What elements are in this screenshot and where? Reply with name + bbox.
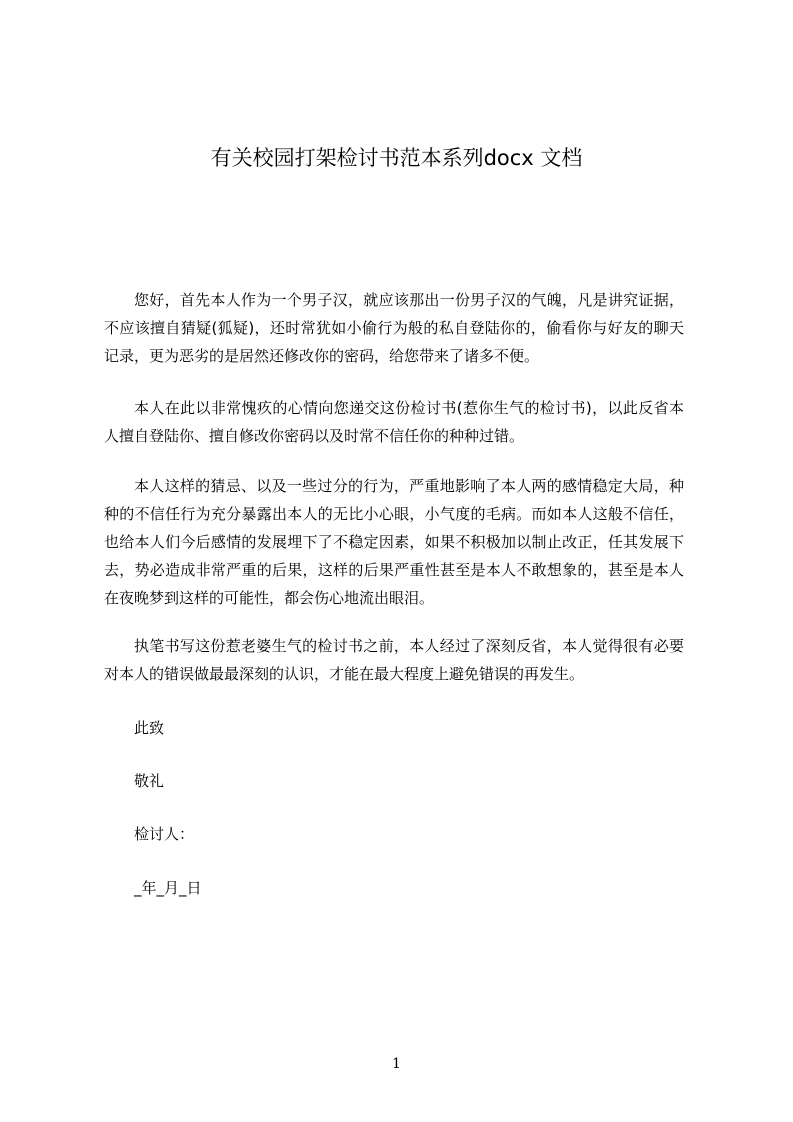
date-line: _年_月_日 (134, 879, 202, 897)
paragraph-4: 执笔书写这份惹老婆生气的检讨书之前，本人经过了深刻反省，本人觉得很有必要对本人的错误做最最深刻的认识，才能在最大程度上避免错误的再发生。 (104, 637, 684, 683)
paragraph-1: 您好，首先本人作为一个男子汉，就应该那出一份男子汉的气魄，凡是讲究证据，不应该擅自猜疑(狐疑)，还时常犹如小偷行为般的私自登陆你的，偷看你与好友的聊天记录，更为恶劣的是居然还修改你的密码，给您带来了诸多不便。 (104, 291, 684, 365)
closing-salutation: 此致 (134, 719, 165, 737)
closing-regards: 敬礼 (134, 772, 165, 790)
paragraph-3: 本人这样的猜忌、以及一些过分的行为，严重地影响了本人两的感情稳定大局，种种的不信任行为充分暴露出本人的无比小心眼，小气度的毛病。而如本人这般不信任，也给本人们今后感情的发展埋下了不稳定因素，如果不积极加以制止改正，任其发展下去，势必造成非常严重的后果，这样的后果严重性甚至是本人不敢想象的，甚至是本人在夜晚梦到这样的可能性，都会伤心地流出眼泪。 (104, 477, 684, 607)
signer-label: 检讨人： (134, 825, 195, 843)
document-title: 有关校园打架检讨书范本系列docx 文档 (210, 146, 583, 170)
paragraph-2: 本人在此以非常愧疚的心情向您递交这份检讨书(惹你生气的检讨书)，以此反省本人擅自登陆你、擅自修改你密码以及时常不信任你的种种过错。 (104, 399, 684, 445)
page-number: 1 (392, 1056, 401, 1072)
